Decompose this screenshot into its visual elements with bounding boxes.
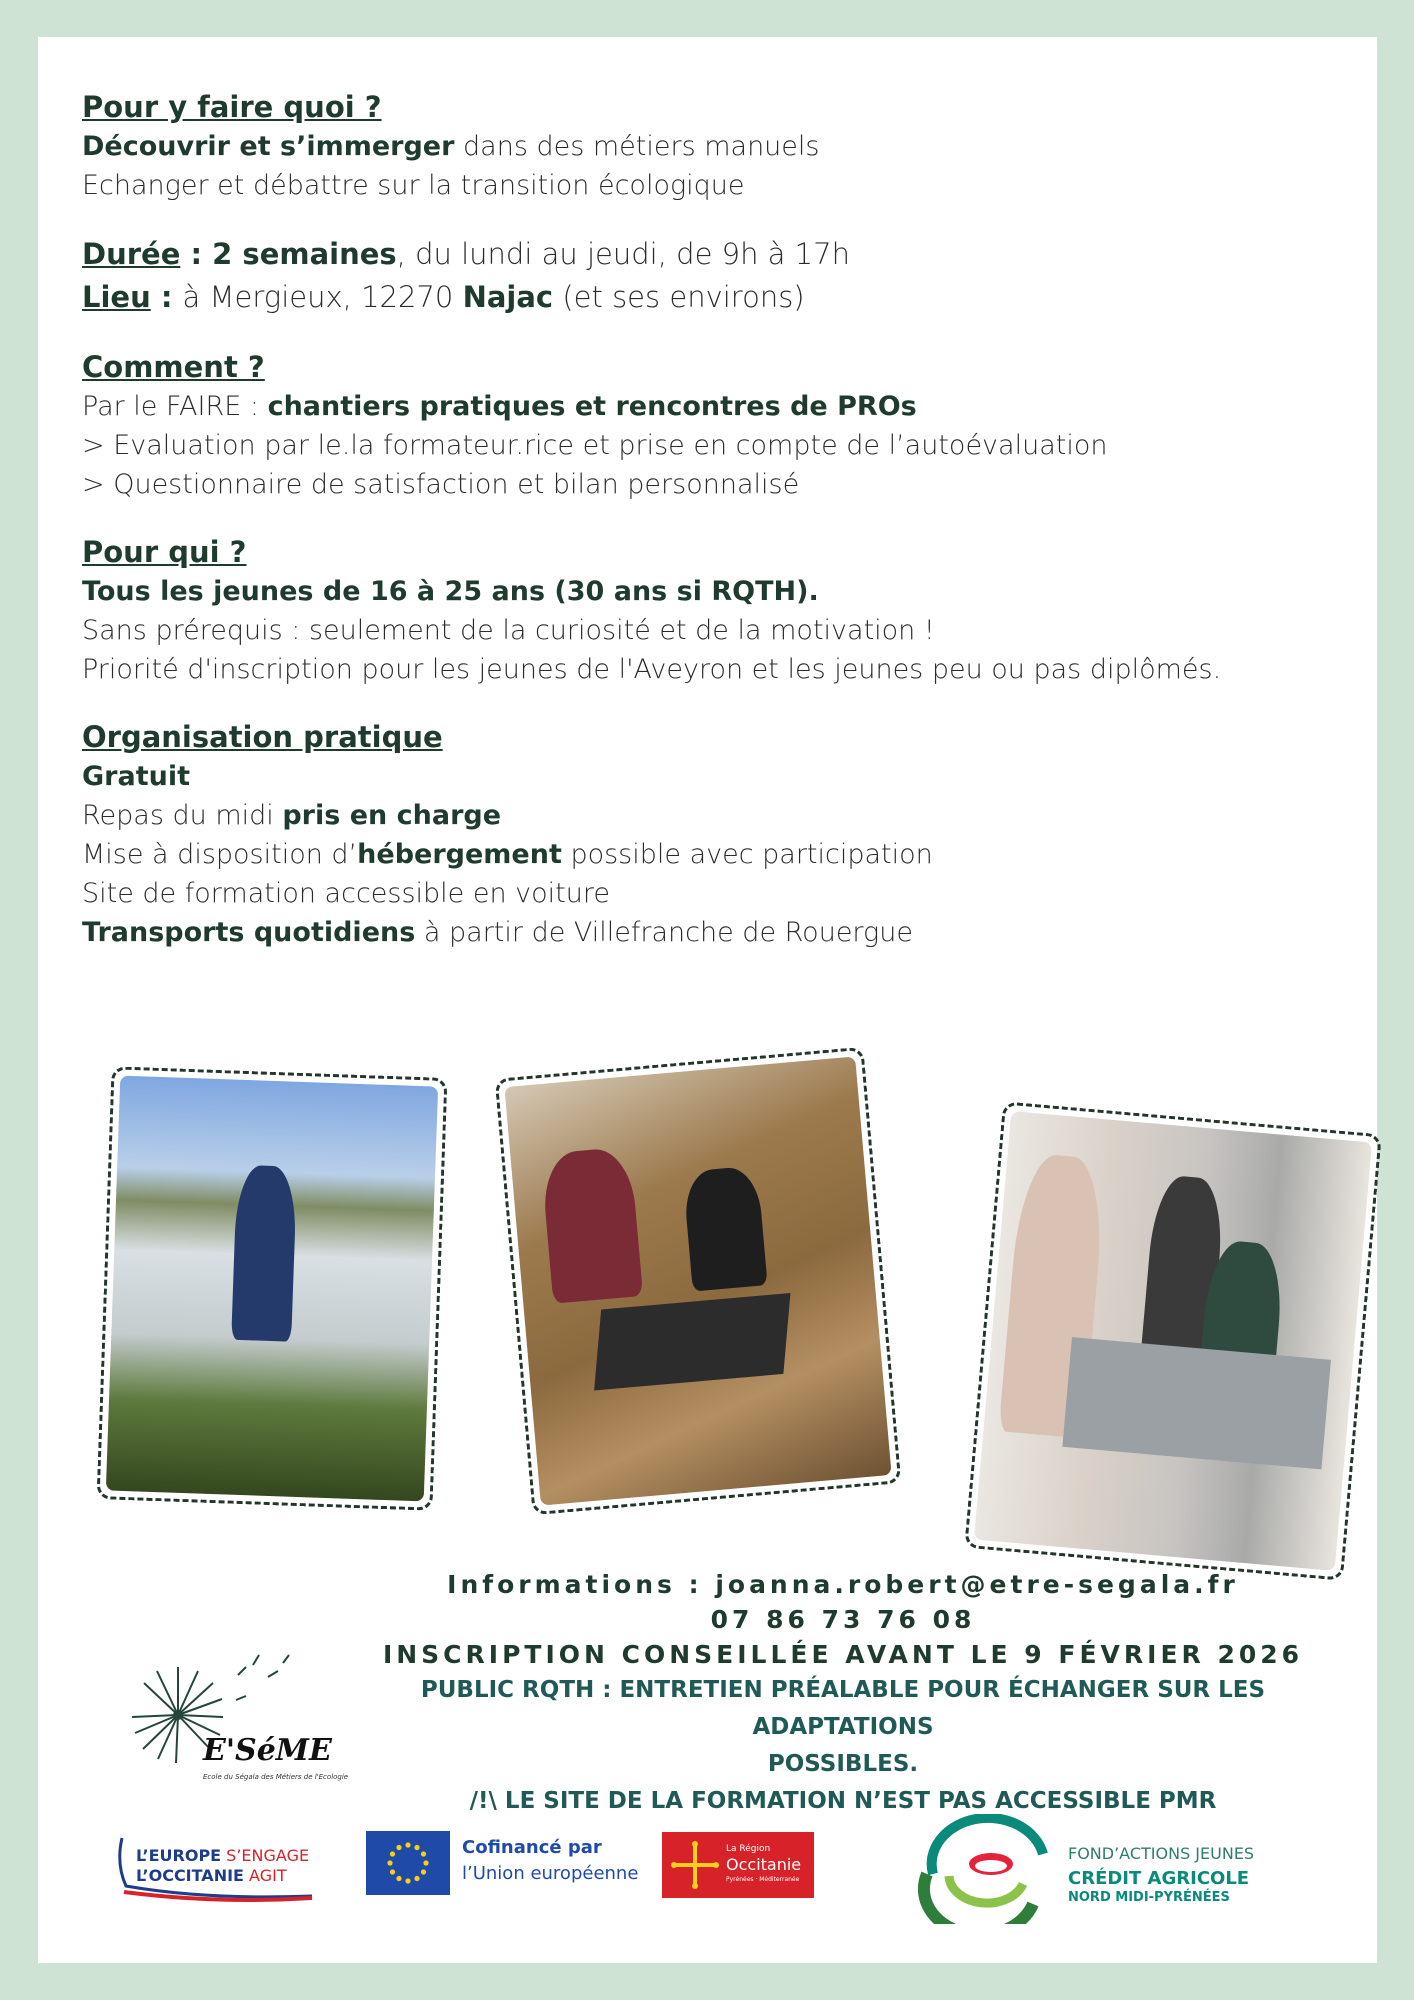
ca-text-3: NORD MIDI-PYRÉNÉES — [1068, 1890, 1230, 1905]
occitan-cross-icon — [670, 1840, 720, 1890]
photo-garden-image — [106, 1076, 438, 1502]
eseme-logo — [118, 1645, 348, 1795]
person-figure — [682, 1165, 767, 1291]
info-block — [338, 1567, 1348, 1820]
line: Tous les jeunes de 16 à 25 ans (30 ans si RQTH). — [82, 576, 819, 607]
section-duree-lieu — [82, 233, 1342, 319]
sep: : — [150, 280, 183, 314]
photo-greenhouse — [495, 1047, 902, 1516]
bold-text: 2 semaines — [212, 237, 397, 271]
eseme-wordmark: E'SéME — [203, 1733, 332, 1768]
text: Mise à disposition d’ — [82, 839, 358, 870]
eu-text-1: Cofinancé par — [462, 1837, 602, 1858]
eu-text-2: l’Union européenne — [462, 1863, 639, 1884]
eseme-tagline: Ecole du Ségala des Métiers de l'Ecologie — [203, 1773, 349, 1781]
person-figure — [231, 1165, 297, 1342]
region-text-1: La Région — [726, 1844, 771, 1854]
photo-garden — [97, 1066, 448, 1510]
text: Par le FAIRE : — [82, 391, 268, 422]
person-figure — [540, 1146, 643, 1303]
text: à partir de Villefranche de Rouergue — [415, 917, 913, 948]
bold-text: Découvrir et s’immerger — [82, 131, 455, 162]
section-organisation — [82, 717, 1342, 952]
bold-text: pris en charge — [282, 800, 502, 831]
region-occitanie-logo — [662, 1832, 814, 1898]
line — [82, 796, 1342, 835]
europe-occitanie-logo — [116, 1834, 316, 1904]
line: > Questionnaire de satisfaction et bilan personnalisé — [82, 469, 800, 500]
line: Echanger et débattre sur la transition écologique — [82, 170, 745, 201]
text: , du lundi au jeudi, de 9h à 17h — [396, 237, 850, 271]
europe-text-1: L’EUROPE S’ENGAGE — [136, 1846, 310, 1865]
line: Site de formation accessible en voiture — [82, 878, 610, 909]
lieu-label: Lieu — [82, 280, 151, 314]
text: possible avec participation — [561, 839, 933, 870]
text: dans des métiers manuels — [454, 131, 820, 162]
line — [82, 387, 1342, 426]
eu-flag-icon — [366, 1831, 450, 1895]
ca-text-2: CRÉDIT AGRICOLE — [1068, 1868, 1250, 1889]
photo-greenhouse-image — [504, 1056, 891, 1505]
heading-comment: Comment ? — [82, 350, 265, 384]
heading-pour-quoi: Pour y faire quoi ? — [82, 90, 382, 124]
steel-counter — [1062, 1337, 1331, 1469]
lieu-line — [82, 276, 1342, 319]
eu-cofinance-logo — [366, 1829, 666, 1899]
bold-text: chantiers pratiques et rencontres de PROs — [267, 391, 917, 422]
duree-label: Durée — [82, 237, 181, 271]
rqth-line: PUBLIC RQTH : ENTRETIEN PRÉALABLE POUR ÉCHANGER SUR LES ADAPTATIONS — [420, 1677, 1266, 1740]
photo-kitchen — [964, 1101, 1382, 1580]
line — [82, 913, 1342, 952]
contact-line[interactable]: Informations : joanna.robert@etre-segala.fr — [447, 1570, 1239, 1599]
section-pour-qui — [82, 532, 1342, 689]
text: Repas du midi — [82, 800, 283, 831]
section-pour-quoi — [82, 87, 1342, 205]
heading-pour-qui: Pour qui ? — [82, 535, 247, 569]
line: > Evaluation par le.la formateur.rice et prise en compte de l’autoévaluation — [82, 430, 1108, 461]
photo-kitchen-image — [974, 1111, 1372, 1571]
phone-line[interactable]: 07 86 73 76 08 — [710, 1605, 976, 1634]
region-text-2: Occitanie — [726, 1855, 802, 1874]
duree-line — [82, 233, 1342, 276]
europe-text-2: L’OCCITANIE AGIT — [136, 1866, 287, 1885]
flyer-page — [38, 37, 1377, 1963]
inscription-line: INSCRIPTION CONSEILLÉE AVANT LE 9 FÉVRIER 2026 — [382, 1640, 1304, 1669]
heading-organisation: Organisation pratique — [82, 720, 443, 754]
flyer-text — [82, 87, 1342, 980]
bold-text: hébergement — [357, 839, 562, 870]
line: Priorité d'inscription pour les jeunes de l'Aveyron et les jeunes peu ou pas diplômés. — [82, 654, 1222, 685]
region-text-3: Pyrénées · Méditerranée — [726, 1876, 800, 1883]
credit-agricole-icon — [913, 1814, 1063, 1924]
bold-text: Najac — [462, 280, 554, 314]
credit-agricole-logo — [913, 1814, 1333, 1924]
seed-trays — [594, 1293, 790, 1390]
ca-text-1: FOND’ACTIONS JEUNES — [1068, 1844, 1255, 1863]
line: Sans prérequis : seulement de la curiosité et de la motivation ! — [82, 615, 935, 646]
line: Gratuit — [82, 761, 190, 792]
line — [82, 127, 1342, 166]
text: (et ses environs) — [553, 280, 805, 314]
rqth-line-2: POSSIBLES. — [767, 1751, 919, 1777]
line — [82, 835, 1342, 874]
sep: : — [180, 237, 213, 271]
bold-text: Transports quotidiens — [82, 917, 416, 948]
text: à Mergieux, 12270 — [182, 280, 463, 314]
pmr-warning: /!\ LE SITE DE LA FORMATION N’EST PAS ACCESSIBLE PMR — [469, 1788, 1217, 1814]
section-comment — [82, 347, 1342, 504]
